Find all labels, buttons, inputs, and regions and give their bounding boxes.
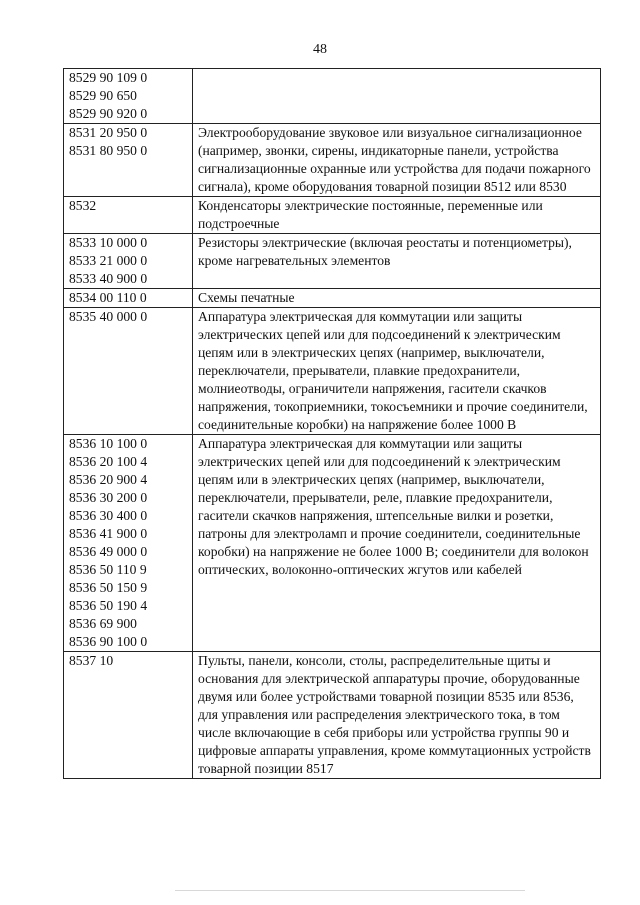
description-cell xyxy=(193,69,601,124)
description-cell xyxy=(193,289,601,308)
description-text: Схемы печатные xyxy=(198,290,295,305)
description-cell xyxy=(193,234,601,289)
code-line: 8536 49 000 0 xyxy=(69,544,148,559)
description-cell xyxy=(193,308,601,435)
code-line: 8531 80 950 0 xyxy=(69,143,148,158)
code-cell xyxy=(64,234,193,289)
code-line: 8536 50 110 9 xyxy=(69,562,147,577)
code-line: 8529 90 920 0 xyxy=(69,106,148,121)
code-line: 8536 90 100 0 xyxy=(69,634,148,649)
description-cell xyxy=(193,197,601,234)
table-row xyxy=(64,289,601,308)
description-cell xyxy=(193,124,601,197)
code-cell xyxy=(64,124,193,197)
code-line: 8533 21 000 0 xyxy=(69,253,148,268)
table-row xyxy=(64,124,601,197)
code-line: 8536 50 190 4 xyxy=(69,598,148,613)
code-line: 8536 10 100 0 xyxy=(69,436,148,451)
table-row xyxy=(64,197,601,234)
code-line: 8536 30 400 0 xyxy=(69,508,148,523)
code-line: 8529 90 109 0 xyxy=(69,70,148,85)
code-line: 8529 90 650 xyxy=(69,88,137,103)
code-line: 8533 40 900 0 xyxy=(69,271,148,286)
code-line: 8536 20 100 4 xyxy=(69,454,148,469)
description-text: Электрооборудование звуковое или визуальное сигнализационное (например, звонки, сирены, индикаторные панели, устройства сигнализационные охранные или устройства для подачи пожарного сигнала), кроме оборудования товарной позиции 8512 или 8530 xyxy=(198,125,591,194)
table-row xyxy=(64,69,601,124)
code-cell xyxy=(64,69,193,124)
code-cell xyxy=(64,308,193,435)
table-row xyxy=(64,435,601,652)
code-line: 8536 30 200 0 xyxy=(69,490,148,505)
code-cell xyxy=(64,435,193,652)
table-row xyxy=(64,308,601,435)
code-line: 8536 41 900 0 xyxy=(69,526,148,541)
code-line: 8533 10 000 0 xyxy=(69,235,148,250)
code-line: 8535 40 000 0 xyxy=(69,309,148,324)
code-line: 8536 69 900 xyxy=(69,616,137,631)
code-cell xyxy=(64,289,193,308)
description-text: Аппаратура электрическая для коммутации или защиты электрических цепей или для подсоединений к электрическим цепям или в электрических цепях (например, выключатели, переключатели, прерыватели, реле, плавкие предохранители, гасители скачков напряжения, штепсельные вилки и розетки, патроны для электроламп и прочие соединители, соединительные коробки) на напряжение не более 1000 В; соединители для волокон оптических, волоконно-оптических жгутов или кабелей xyxy=(198,436,589,577)
table-row xyxy=(64,234,601,289)
code-line: 8536 50 150 9 xyxy=(69,580,148,595)
description-text: Аппаратура электрическая для коммутации или защиты электрических цепей или для подсоединений к электрическим цепям или в электрических цепях (например, выключатели, переключатели, прерыватели, плавкие предохранители, молниеотводы, ограничители напряжения, гасители скачков напряжения, токоприемники, токосъемники и прочие соединители, соединительные коробки) на напряжение более 1000 В xyxy=(198,309,588,432)
code-cell xyxy=(64,197,193,234)
description-text: Резисторы электрические (включая реостаты и потенциометры), кроме нагревательных элементов xyxy=(198,235,572,268)
classification-table xyxy=(63,68,601,779)
code-line: 8537 10 xyxy=(69,653,114,668)
description-text: Конденсаторы электрические постоянные, переменные или подстроечные xyxy=(198,198,543,231)
description-text: Пульты, панели, консоли, столы, распределительные щиты и основания для электрической аппаратуры прочие, оборудованные двумя или более устройствами товарной позиции 8535 или 8536, для управления или распределения электрического тока, в том числе включающие в себя приборы или устройства группы 90 и цифровые аппараты управления, кроме коммутационных устройств товарной позиции 8517 xyxy=(198,653,591,776)
code-line: 8531 20 950 0 xyxy=(69,125,148,140)
code-line: 8532 xyxy=(69,198,97,213)
code-line: 8534 00 110 0 xyxy=(69,290,147,305)
footer-divider xyxy=(175,890,525,891)
code-cell xyxy=(64,652,193,779)
code-line: 8536 20 900 4 xyxy=(69,472,148,487)
description-cell xyxy=(193,652,601,779)
page-number: 48 xyxy=(313,42,327,57)
description-cell xyxy=(193,435,601,652)
table-row xyxy=(64,652,601,779)
